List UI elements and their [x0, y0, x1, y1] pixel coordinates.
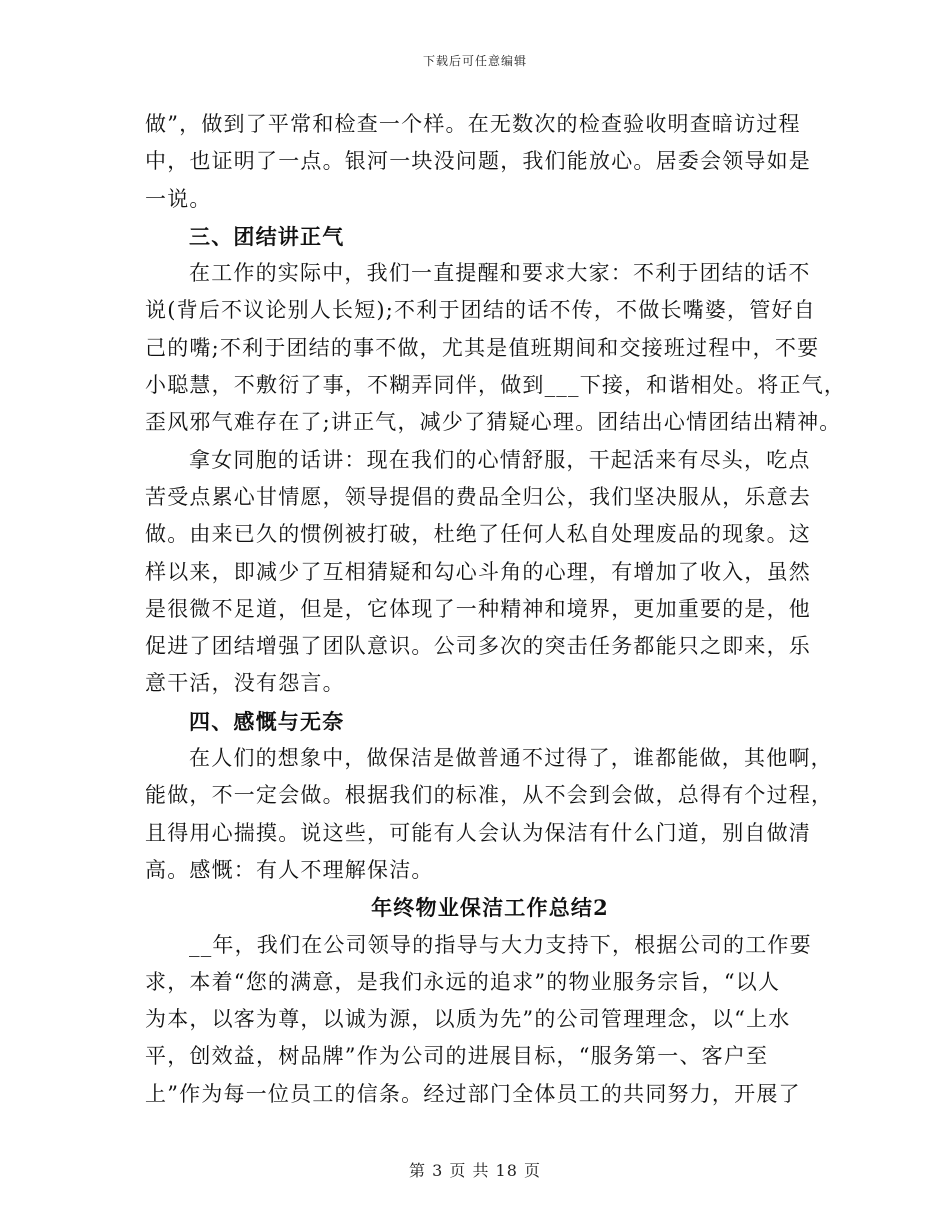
body-line: __年，我们在公司领导的指导与大力支持下，根据公司的工作要: [189, 932, 812, 957]
body-line: 为本，以客为尊，以诚为源，以质为先”的公司管理理念，以“上水: [145, 1007, 791, 1032]
section-heading: 四、感慨与无奈: [189, 708, 345, 734]
page-header: 下载后可任意编辑: [422, 54, 527, 68]
body-line: 求，本着“您的满意，是我们永远的追求”的物业服务宗旨，“以人: [145, 969, 781, 994]
body-line: 小聪慧，不敷衍了事，不糊弄同伴，做到___下接，和谐相处。将正气，: [145, 373, 847, 398]
body-line: 己的嘴;不利于团结的事不做，尤其是值班期间和交接班过程中，不要: [145, 335, 820, 360]
body-line: 苦受点累心甘情愿，领导提倡的费品全归公，我们坚决服从，乐意去: [145, 484, 811, 509]
document-body: [145, 106, 847, 1113]
body-line: 且得用心揣摸。说这些，可能有人会认为保洁有什么门道，别自做清: [145, 820, 811, 845]
section-heading: 三、团结讲正气: [189, 223, 345, 249]
body-line: 做。由来已久的惯例被打破，杜绝了任何人私自处理废品的现象。这: [145, 522, 811, 547]
body-line: 高。感慨：有人不理解保洁。: [145, 857, 434, 882]
page-footer: 第 3 页 共 18 页: [409, 1161, 541, 1180]
body-line: 在人们的想象中，做保洁是做普通不过得了，谁都能做，其他啊，: [189, 746, 833, 771]
body-line: 能做，不一定会做。根据我们的标准，从不会到会做，总得有个过程，: [145, 783, 834, 808]
body-line: 歪风邪气难存在了;讲正气，减少了猜疑心理。团结出心情团结出精神。: [145, 410, 842, 435]
body-line: 样以来，即减少了互相猜疑和勾心斗角的心理，有增加了收入，虽然: [145, 559, 811, 584]
body-line: 一说。: [145, 186, 212, 211]
document-title: 年终物业保洁工作总结2: [371, 895, 609, 921]
body-line: 拿女同胞的话讲：现在我们的心情舒服，干起活来有尽头，吃点: [189, 447, 811, 472]
body-line: 说(背后不议论别人长短);不利于团结的话不传，不做长嘴婆，管好自: [145, 298, 816, 323]
body-line: 在工作的实际中，我们一直提醒和要求大家：不利于团结的话不: [189, 261, 811, 286]
body-line: 做”，做到了平常和检查一个样。在无数次的检查验收明查暗访过程: [145, 112, 801, 136]
body-line: 是很微不足道，但是，它体现了一种精神和境界，更加重要的是，他: [145, 596, 811, 621]
body-line: 意干活，没有怨言。: [145, 671, 345, 696]
body-line: 中，也证明了一点。银河一块没问题，我们能放心。居委会领导如是: [145, 149, 811, 174]
body-line: 上”作为每一位员工的信条。经过部门全体员工的共同努力，开展了: [145, 1081, 801, 1106]
body-line: 平，创效益，树品牌”作为公司的进展目标，“服务第一、客户至: [145, 1044, 769, 1069]
body-line: 促进了团结增强了团队意识。公司多次的突击任务都能只之即来，乐: [145, 634, 811, 659]
